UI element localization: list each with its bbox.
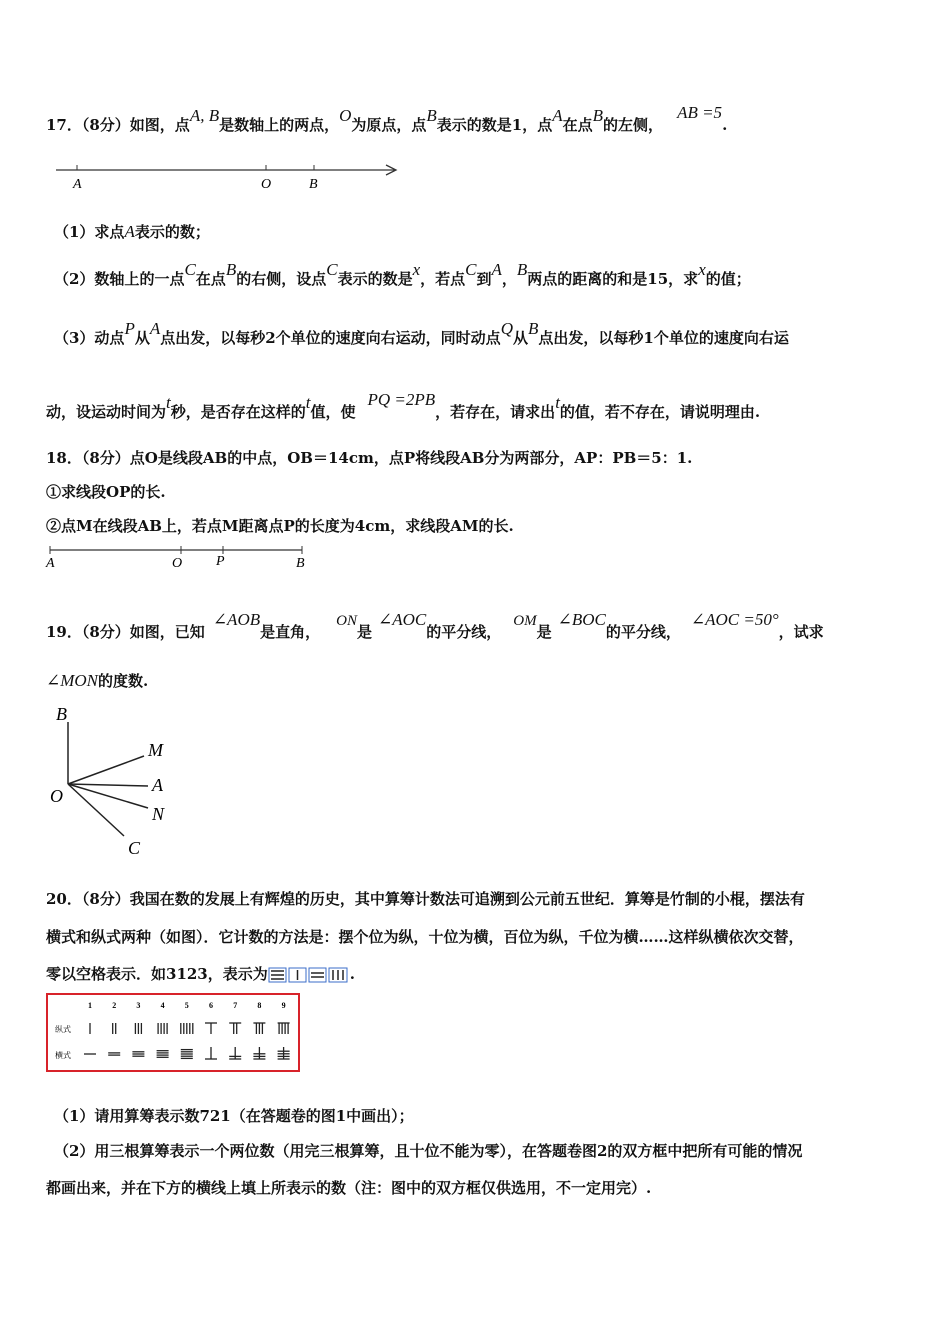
- ray-OA: [68, 784, 148, 786]
- segment-figure: [44, 542, 314, 572]
- fig-label-C: C: [128, 838, 141, 858]
- seg-label-O: O: [172, 556, 183, 571]
- eq-AB-5: AB =5: [677, 103, 723, 122]
- counting-rods-table: [48, 995, 298, 1070]
- fig-label-O: O: [50, 786, 63, 806]
- rod-example-3123: [268, 966, 350, 984]
- number-line-figure: [50, 158, 410, 194]
- q17-part2: （2）数轴上的一点C在点B的右侧，设点C表示的数是x，若点C到A，B两点的距离的和是15，求x的值；: [54, 260, 751, 288]
- q19-stem-line1: 19．（8分）如图，已知∠AOB是直角，ON是∠AOC的平分线，OM是∠BOC的平分线，∠AOC =50°，试求: [46, 610, 824, 641]
- q18-stem: 18．（8分）点O是线段AB的中点，OB＝14cm，点P将线段AB分为两部分，AP：PB＝5：1.: [46, 449, 693, 467]
- q20-line2: 横式和纵式两种（如图）．它计数的方法是：摆个位为纵，十位为横，百位为纵，千位为横……这样纵横依次交替，: [46, 928, 804, 946]
- q17-stem: 17．（8分）如图，点A, B是数轴上的两点，O为原点，点B表示的数是1，点A在点B的左侧，AB =5.: [46, 103, 728, 134]
- q20-part1: （1）请用算筹表示数721（在答题卷的图1中画出）；: [54, 1107, 414, 1125]
- rod-number-3: 3: [136, 1001, 141, 1010]
- axis-label-A: A: [73, 177, 82, 192]
- q20-part2-line1: （2）用三根算筹表示一个两位数（用完三根算筹，且十位不能为零），在答题卷图2的双方框中把所有可能的情况: [54, 1142, 803, 1160]
- fig-label-A: A: [152, 775, 163, 795]
- angle-figure: [44, 700, 194, 865]
- q20-line3: 零以空格表示．如3123，表示为 .: [46, 965, 355, 983]
- axis-label-O: O: [261, 177, 272, 192]
- q18-item1: ①求线段OP的长.: [46, 483, 166, 501]
- q17-part3-line1: （3）动点P从A点出发，以每秒2个单位的速度向右运动，同时动点Q从B点出发，以每秒1个单位的速度向右运: [54, 319, 789, 347]
- q17-part1: （1）求点A表示的数；: [54, 222, 210, 241]
- rod-number-7: 7: [233, 1001, 238, 1010]
- axis-label-B: B: [309, 177, 318, 192]
- q20-line1: 20．（8分）我国在数的发展上有辉煌的历史，其中算筹计数法可追溯到公元前五世纪．算筹是竹制的小棍，摆法有: [46, 890, 805, 908]
- q18-item2: ②点M在线段AB上，若点M距离点P的长度为4cm，求线段AM的长.: [46, 517, 514, 535]
- rod-number-6: 6: [209, 1001, 213, 1010]
- q20-part2-line2: 都画出来，并在下方的横线上填上所表示的数（注：图中的双方框仅供选用，不一定用完）.: [46, 1179, 652, 1197]
- eq-PQ-2PB: PQ =2PB: [367, 390, 436, 409]
- rod-number-5: 5: [184, 1001, 189, 1010]
- label-horizontal-style: 横式: [55, 1051, 71, 1060]
- q19-stem-line2: ∠MON的度数.: [46, 671, 149, 690]
- rod-number-9: 9: [281, 1001, 286, 1010]
- q17-part3-line2: 动，设运动时间为t秒，是否存在这样的t值，使PQ =2PB，若存在，请求出t的值，若不存在，请说明理由.: [46, 390, 761, 421]
- seg-label-P: P: [216, 554, 225, 569]
- seg-label-B: B: [296, 556, 305, 571]
- var-AB: A, B: [189, 106, 220, 125]
- fig-label-B: B: [56, 704, 67, 724]
- ray-OM: [68, 756, 144, 784]
- rod-number-1: 1: [88, 1001, 92, 1010]
- fig-label-M: M: [148, 740, 163, 760]
- label-vertical-style: 纵式: [55, 1025, 71, 1034]
- rod-number-8: 8: [257, 1001, 262, 1010]
- seg-label-A: A: [46, 556, 55, 571]
- rod-number-2: 2: [112, 1001, 117, 1010]
- counting-rods-table-frame: [46, 993, 300, 1072]
- fig-label-N: N: [152, 804, 165, 824]
- rod-number-4: 4: [160, 1001, 165, 1010]
